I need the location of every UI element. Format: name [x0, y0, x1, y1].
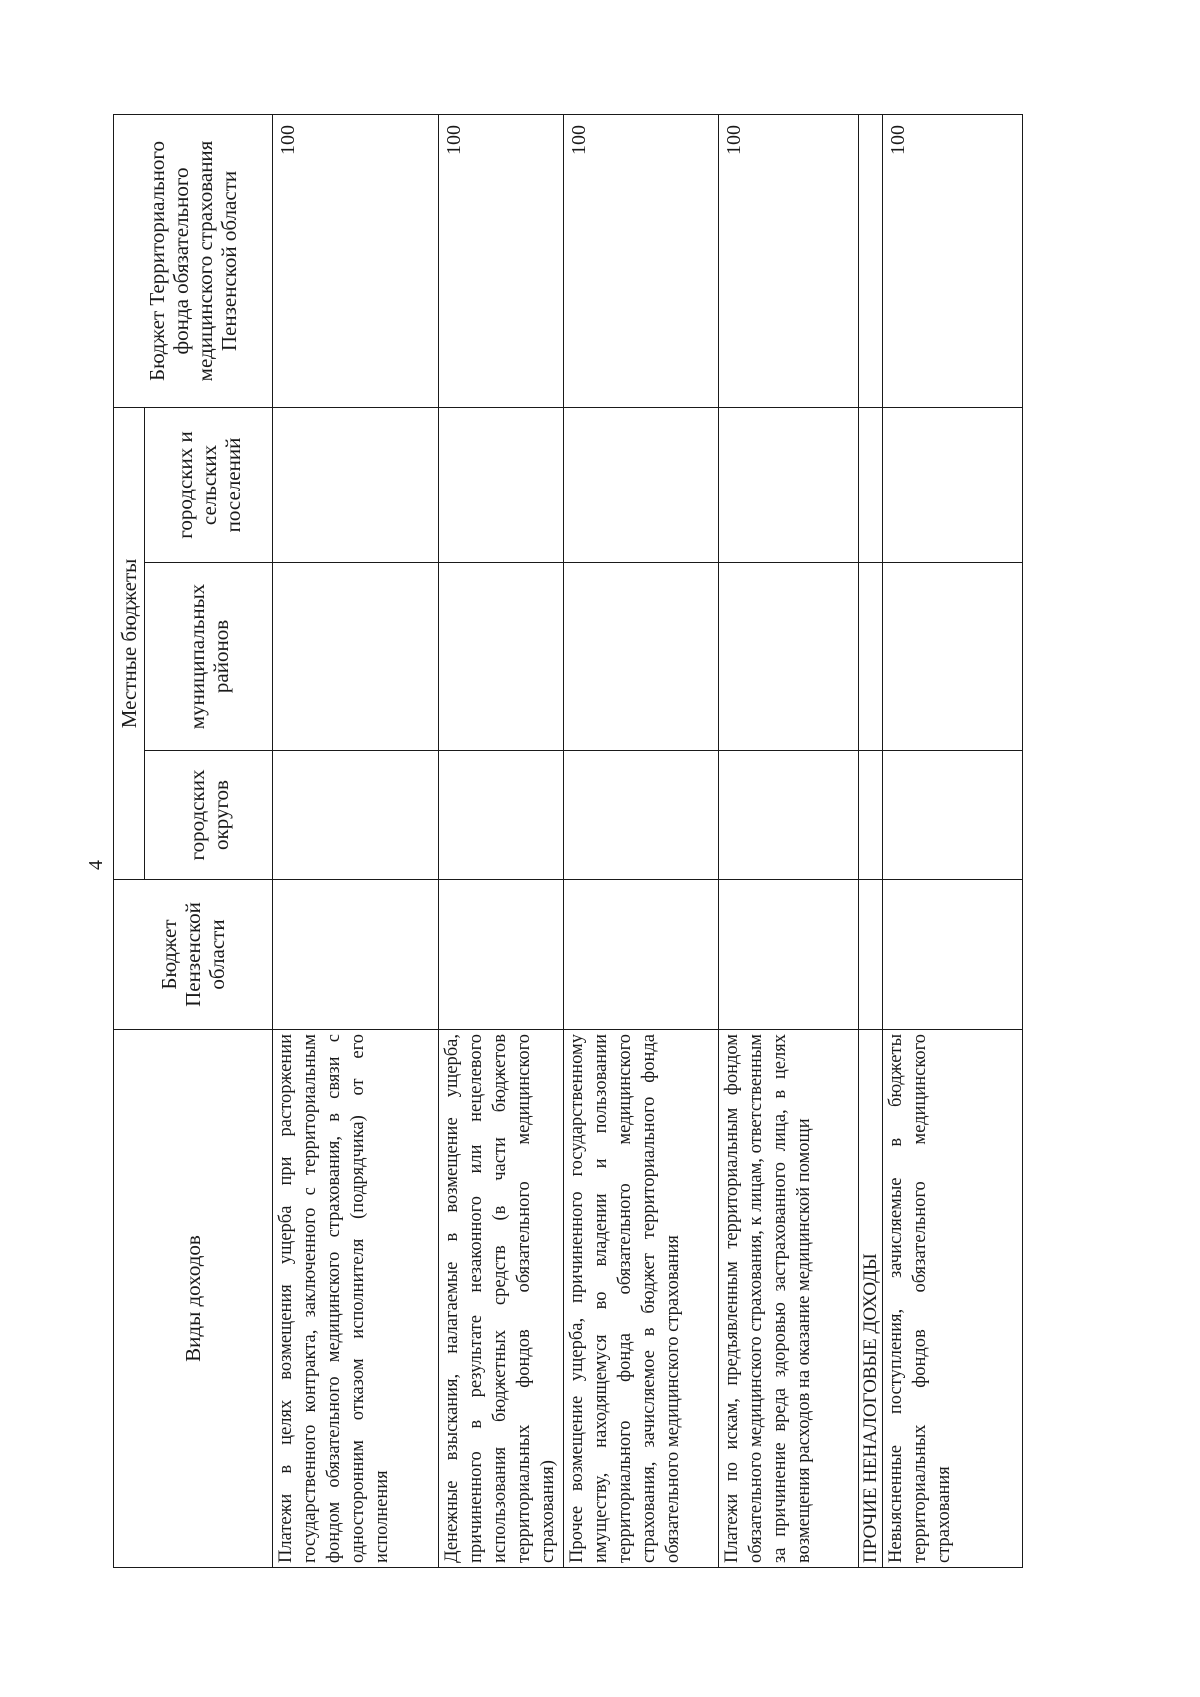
header-city-districts: городских округов	[145, 751, 273, 880]
header-settlements: городских и сельских поселений	[145, 407, 273, 562]
header-regional-budget: Бюджет Пензенской области	[114, 880, 273, 1030]
income-distribution-table	[113, 114, 1023, 1568]
table-row	[439, 114, 564, 1567]
row-value: 100	[883, 114, 1023, 407]
header-municipal-districts: муниципальных районов	[145, 563, 273, 751]
row-description: Прочее возмещение ущерба, причиненного государственному имуществу, находящемуся во владении и пользовании территориального фонда обязательного медицинского страхования, зачисляемое в бюджет территориального фонда обязательного медицинского страхования	[564, 1030, 719, 1568]
row-description: Невыясненные поступления, зачисляемые в бюджеты территориальных фондов обязательного медицинского страхования	[883, 1030, 1023, 1568]
row-value: 100	[439, 114, 564, 407]
table-row-section	[859, 114, 883, 1567]
table-row	[883, 114, 1023, 1567]
row-value: 100	[719, 114, 859, 407]
rotated-table-container	[113, 115, 1023, 1568]
row-value: 100	[564, 114, 719, 407]
table-row	[719, 114, 859, 1567]
row-description: Платежи в целях возмещения ущерба при расторжении государственного контракта, заключенного с территориальным фондом обязательного медицинского страхования, в связи с односторонним отказом исполнителя (подрядчика) от его исполнения	[273, 1030, 439, 1568]
header-tfoms-budget: Бюджет Территориального фонда обязательного медицинского страхования Пензенской области	[114, 114, 273, 407]
table-row	[564, 114, 719, 1567]
header-income-types: Виды доходов	[114, 1030, 273, 1568]
header-local-budgets: Местные бюджеты	[114, 407, 145, 879]
row-value	[859, 114, 883, 407]
section-title: ПРОЧИЕ НЕНАЛОГОВЫЕ ДОХОДЫ	[859, 1030, 883, 1568]
row-value: 100	[273, 114, 439, 407]
page-number: 4	[85, 860, 107, 870]
table-row	[273, 114, 439, 1567]
row-description: Платежи по искам, предъявленным территориальным фондом обязательного медицинского страхования, к лицам, ответственным за причинение вреда здоровью застрахованного лица, в целях возмещения расходов на оказание медицинской помощи	[719, 1030, 859, 1568]
row-description: Денежные взыскания, налагаемые в возмещение ущерба, причиненного в результате незаконного или нецелевого использования бюджетных средств (в части бюджетов территориальных фондов обязательного медицинского страхования)	[439, 1030, 564, 1568]
